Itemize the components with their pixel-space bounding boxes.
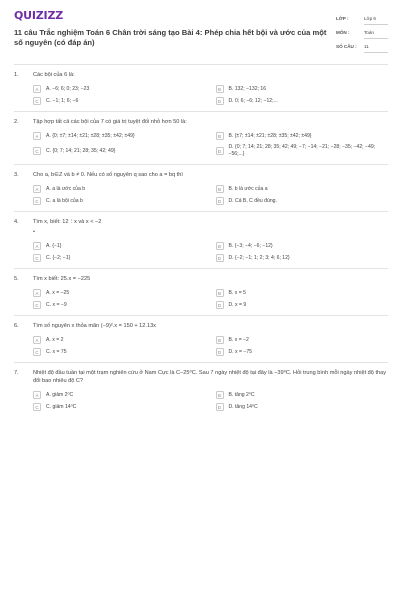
answer-option-c[interactable] (33, 348, 206, 356)
option-letter-box: D (216, 301, 224, 309)
question-line (14, 275, 388, 283)
answer-options (33, 289, 388, 309)
option-text: A. −6; 6; 0; 23; −23 (46, 85, 90, 92)
option-letter-box: B (216, 132, 224, 140)
question-1 (14, 71, 388, 105)
option-letter-box: C (33, 403, 41, 411)
option-text: D. x = −75 (228, 348, 253, 355)
option-letter-box: C (33, 254, 41, 262)
question-line (14, 171, 388, 179)
subject-row (336, 30, 388, 39)
worksheet-title: 11 câu Trắc nghiệm Toán 6 Chân trời sáng tạo Bài 4: Phép chia hết bội và ước của một số nguyên (có đáp án) (14, 28, 327, 47)
count-value: 11 (364, 44, 388, 53)
option-text: C. a là bội của b (46, 197, 83, 204)
question-divider (14, 164, 388, 165)
answer-option-b[interactable] (216, 132, 389, 140)
option-text: B. {−3; −4; −6; −12} (228, 242, 273, 249)
option-letter-box: C (33, 147, 41, 155)
answer-option-a[interactable] (33, 242, 206, 250)
question-3 (14, 171, 388, 205)
question-number: 3. (14, 172, 19, 178)
question-7 (14, 369, 388, 411)
question-extra-mark: • (33, 229, 35, 235)
option-text: C. −1; 1; 6; −6 (46, 97, 79, 104)
answer-options (33, 336, 388, 356)
question-number: 7. (14, 370, 19, 376)
question-number: 6. (14, 323, 19, 329)
answer-option-a[interactable] (33, 132, 206, 140)
question-number: 4. (14, 219, 19, 225)
option-text: A. {0; ±7; ±14; ±21; ±28; ±35; ±42; ±49} (46, 132, 135, 139)
option-text: D. {−2; −1; 1; 2; 3; 4; 6; 12} (228, 254, 290, 261)
answer-option-c[interactable] (33, 301, 206, 309)
option-text: A. x = −25 (46, 289, 70, 296)
count-label: SỐ CÂU : (336, 44, 357, 49)
option-text: A. a là ước của b (46, 185, 86, 192)
question-line (14, 118, 388, 126)
option-text: B. tăng 2⁰C (228, 391, 255, 398)
option-text: B. 132; −132; 16 (228, 85, 267, 92)
question-number: 5. (14, 276, 19, 282)
option-text: A. x = 2 (46, 336, 64, 343)
question-number: 2. (14, 119, 19, 125)
option-letter-box: B (216, 289, 224, 297)
subject-value: Toán (364, 30, 388, 39)
option-letter-box: B (216, 242, 224, 250)
option-letter-box: D (216, 147, 224, 155)
option-letter-box: C (33, 97, 41, 105)
question-line (14, 218, 388, 226)
question-divider (14, 362, 388, 363)
option-text: C. x = −9 (46, 301, 67, 308)
answer-options (33, 185, 388, 205)
answer-options (33, 391, 388, 411)
option-letter-box: A (33, 242, 41, 250)
question-text: Tập hợp tất cả các bội của 7 có giá trị tuyệt đối nhỏ hơn 50 là: (33, 119, 187, 125)
quizizz-logo: QUIZIZZ (14, 9, 63, 22)
option-letter-box: D (216, 97, 224, 105)
answer-option-b[interactable] (216, 185, 389, 193)
option-text: D. x = 9 (228, 301, 247, 308)
answer-options (33, 242, 388, 262)
option-letter-box: D (216, 403, 224, 411)
header-left (14, 10, 329, 58)
question-divider (14, 64, 388, 65)
answer-option-a[interactable] (33, 391, 206, 399)
option-text: A. giảm 2⁰C (46, 391, 74, 398)
option-text: C. giảm 14⁰C (46, 403, 77, 410)
answer-option-d[interactable] (216, 144, 389, 158)
answer-option-c[interactable] (33, 197, 206, 205)
answer-option-b[interactable] (216, 242, 389, 250)
option-text: D. Cả B, C đều đúng. (228, 197, 277, 204)
question-line (14, 322, 388, 330)
answer-option-d[interactable] (216, 403, 389, 411)
worksheet-header (14, 10, 388, 58)
answer-option-d[interactable] (216, 254, 389, 262)
answer-option-d[interactable] (216, 301, 389, 309)
answer-option-d[interactable] (216, 348, 389, 356)
option-letter-box: B (216, 85, 224, 93)
question-line (14, 71, 388, 79)
option-letter-box: C (33, 348, 41, 356)
answer-option-c[interactable] (33, 254, 206, 262)
option-letter-box: D (216, 197, 224, 205)
question-divider (14, 111, 388, 112)
option-letter-box: D (216, 254, 224, 262)
option-letter-box: B (216, 185, 224, 193)
question-text: Cho a, b∈Z và b ≠ 0. Nếu có số nguyên q sao cho a = bq thì (33, 172, 183, 178)
answer-option-d[interactable] (216, 197, 389, 205)
answer-option-a[interactable] (33, 185, 206, 193)
option-letter-box: A (33, 289, 41, 297)
question-list (14, 64, 388, 411)
answer-option-b[interactable] (216, 85, 389, 93)
class-row (336, 16, 388, 25)
question-text: Các bội của 6 là: (33, 72, 75, 78)
question-2 (14, 118, 388, 158)
class-value: Lớp 6 (364, 16, 388, 25)
answer-option-a[interactable] (33, 336, 206, 344)
answer-option-c[interactable] (33, 144, 206, 158)
option-letter-box: C (33, 301, 41, 309)
answer-option-b[interactable] (216, 391, 389, 399)
option-letter-box: C (33, 197, 41, 205)
answer-options (33, 132, 388, 158)
question-text: Tìm x biết: 25.x = −225 (33, 276, 91, 282)
answer-options (33, 85, 388, 105)
option-letter-box: D (216, 348, 224, 356)
option-letter-box: A (33, 391, 41, 399)
option-letter-box: A (33, 132, 41, 140)
option-text: C. x = 75 (46, 348, 67, 355)
option-text: B. x = −2 (228, 336, 249, 343)
subject-label: MÔN : (336, 30, 350, 35)
answer-option-c[interactable] (33, 403, 206, 411)
option-text: C. {−2; −1} (46, 254, 71, 261)
class-label: LỚP : (336, 16, 349, 21)
question-divider (14, 268, 388, 269)
answer-option-d[interactable] (216, 97, 389, 105)
option-text: D. tăng 14⁰C (228, 403, 258, 410)
option-text: B. {±7; ±14; ±21; ±28; ±35; ±42; ±49} (228, 132, 312, 139)
question-text: Tìm x, biết: 12⋮x và x < −2 (33, 219, 102, 225)
option-text: B. b là ước của a (228, 185, 268, 192)
option-letter-box: A (33, 85, 41, 93)
question-line (14, 369, 388, 385)
option-text: B. x = 5 (228, 289, 246, 296)
option-text: D. 0; 6; −6; 12; −12;... (228, 97, 278, 104)
question-text: Tìm số nguyên x thỏa mãn (−9)².x = 150 + 12.13x (33, 323, 156, 329)
question-5 (14, 275, 388, 309)
answer-option-b[interactable] (216, 289, 389, 297)
option-letter-box: B (216, 391, 224, 399)
question-divider (14, 315, 388, 316)
option-letter-box: B (216, 336, 224, 344)
question-6 (14, 322, 388, 356)
option-text: C. {0; 7; 14; 21; 28; 35; 42; 49} (46, 147, 116, 154)
option-letter-box: A (33, 336, 41, 344)
option-letter-box: A (33, 185, 41, 193)
question-text: Nhiệt độ đầu tuần tại một trạm nghiên cứu ở Nam Cực là C−25⁰C. Sau 7 ngày nhiệt độ tại đây là −39⁰C. Hỏi trung bình mỗi ngày nhiệt độ thay đổi bao nhiêu độ C? (33, 370, 387, 384)
question-4 (14, 218, 388, 262)
answer-option-a[interactable] (33, 85, 206, 93)
question-divider (14, 211, 388, 212)
count-row (336, 44, 388, 53)
option-text: A. {−1} (46, 242, 62, 249)
answer-option-a[interactable] (33, 289, 206, 297)
question-number: 1. (14, 72, 19, 78)
option-text: D. {0; 7; 14; 21; 28; 35; 42; 49; −7; −14; −21; −28; −35; −42; −49; −56;...} (228, 144, 376, 157)
answer-option-c[interactable] (33, 97, 206, 105)
header-info (336, 16, 388, 58)
answer-option-b[interactable] (216, 336, 389, 344)
